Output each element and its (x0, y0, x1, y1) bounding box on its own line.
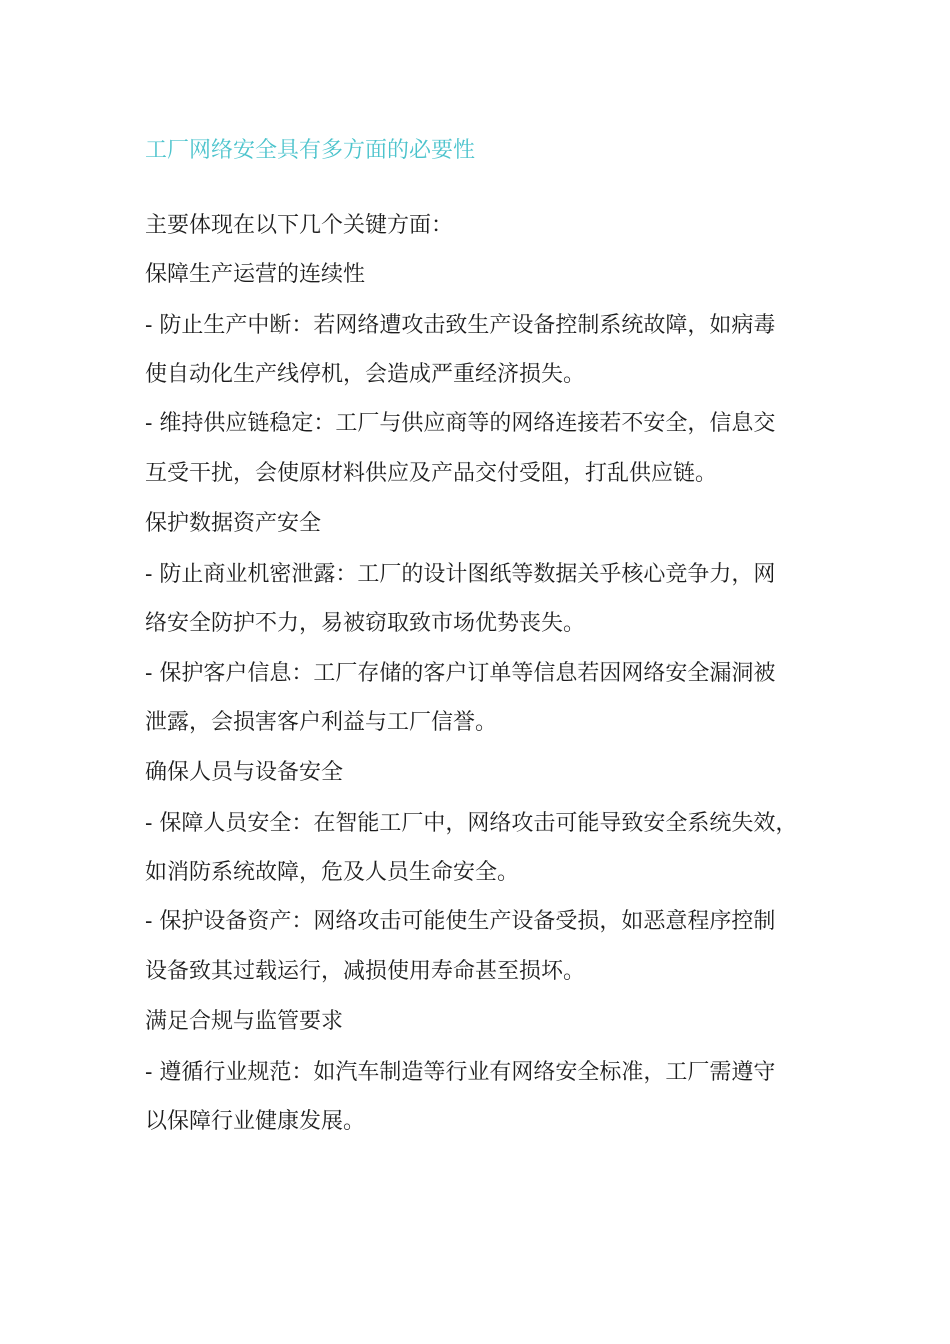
section-heading: 保护数据资产安全 (145, 511, 322, 536)
list-item-line: - 防止商业机密泄露：工厂的设计图纸等数据关乎核心竞争力，网 (145, 562, 776, 587)
list-item-line: - 维持供应链稳定：工厂与供应商等的网络连接若不安全，信息交 (145, 411, 776, 436)
section-heading: 确保人员与设备安全 (145, 760, 344, 785)
list-item-line: 泄露，会损害客户利益与工厂信誉。 (145, 710, 498, 735)
list-item-line: 以保障行业健康发展。 (145, 1109, 366, 1134)
list-item-line: 互受干扰，会使原材料供应及产品交付受阻，打乱供应链。 (145, 461, 718, 486)
list-item-line: - 保护客户信息：工厂存储的客户订单等信息若因网络安全漏洞被 (145, 661, 776, 686)
list-item-line: - 防止生产中断：若网络遭攻击致生产设备控制系统故障，如病毒 (145, 313, 776, 338)
list-item-line: 如消防系统故障，危及人员生命安全。 (145, 860, 520, 885)
list-item-line: - 遵循行业规范：如汽车制造等行业有网络安全标准，工厂需遵守 (145, 1060, 776, 1085)
section-heading: 保障生产运营的连续性 (145, 262, 366, 287)
list-item-line: 使自动化生产线停机，会造成严重经济损失。 (145, 362, 586, 387)
document-title: 工厂网络安全具有多方面的必要性 (145, 138, 476, 163)
list-item-line: 络安全防护不力，易被窃取致市场优势丧失。 (145, 611, 586, 636)
list-item-line: 设备致其过载运行，减损使用寿命甚至损坏。 (145, 959, 586, 984)
list-item-line: - 保护设备资产：网络攻击可能使生产设备受损，如恶意程序控制 (145, 909, 776, 934)
intro-text: 主要体现在以下几个关键方面： (145, 213, 454, 238)
list-item-line: - 保障人员安全：在智能工厂中，网络攻击可能导致安全系统失效， (145, 811, 798, 836)
section-heading: 满足合规与监管要求 (145, 1009, 344, 1034)
